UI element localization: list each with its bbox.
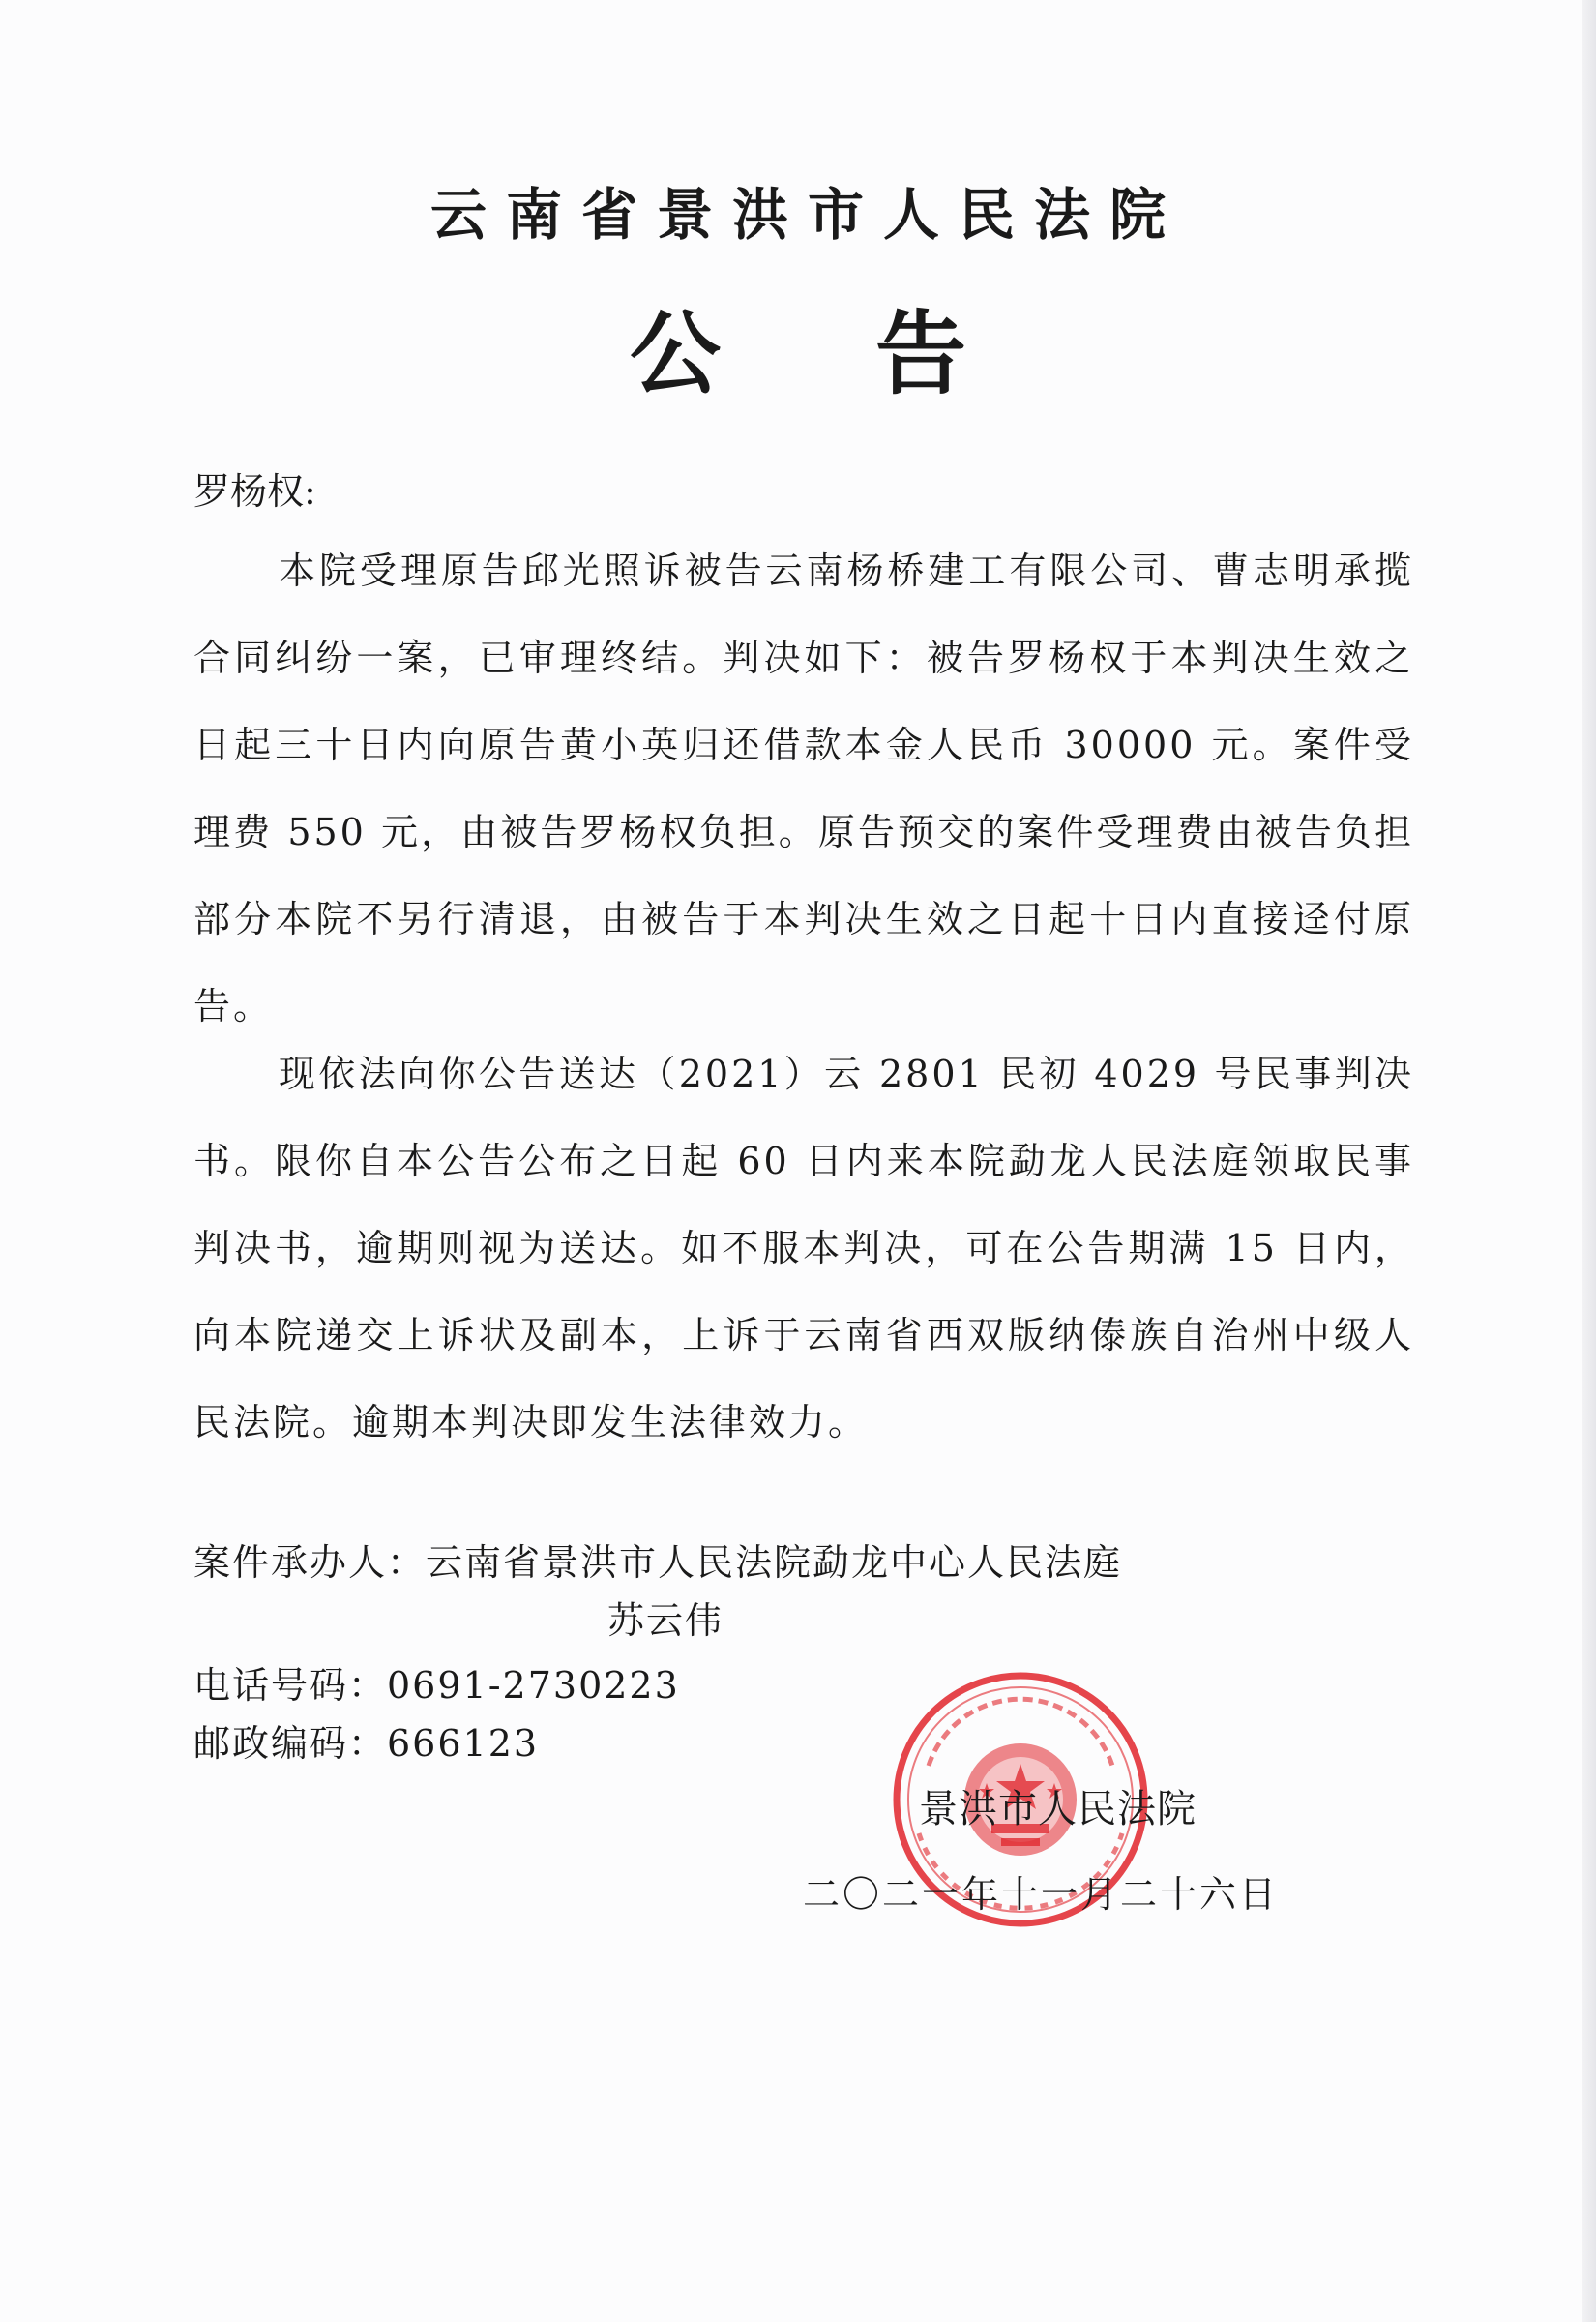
issue-date: 二〇二一年十一月二十六日 bbox=[803, 1873, 1280, 1916]
body-paragraph-2: 现依法向你公告送达（2021）云 2801 民初 4029 号民事判决书。限你自本公告公布之日起 60 日内来本院勐龙人民法庭领取民事判决书，逾期则视为送达。如不服本判决，可在公告期满 15 日内，向本院递交上诉状及副本，上诉于云南省西双版纳傣族自治州中级人民法院。逾期本判决即发生法律效力。 bbox=[193, 1053, 1414, 1444]
case-handler: 案件承办人：云南省景洪市人民法院勐龙中心人民法庭 bbox=[193, 1541, 1123, 1584]
phone-number: 电话号码：0691-2730223 bbox=[193, 1664, 680, 1707]
body-paragraph-1: 本院受理原告邱光照诉被告云南杨桥建工有限公司、曹志明承揽合同纠纷一案，已审理终结。判决如下：被告罗杨权于本判决生效之日起三十日内向原告黄小英归还借款本金人民币 30000 元。案件受理费 550 元，由被告罗杨权负担。原告预交的案件受理费由被告负担部分本院不另行清退，由被告于本判决生效之日起十日内直接迳付原告。 bbox=[193, 550, 1414, 1027]
case-handler-name: 苏云伟 bbox=[607, 1599, 724, 1642]
issuing-court: 景洪市人民法院 bbox=[919, 1787, 1197, 1831]
notice-heading: 公告 bbox=[629, 302, 1121, 407]
court-title: 云南省景洪市人民法院 bbox=[429, 182, 1185, 248]
postal-code: 邮政编码：666123 bbox=[193, 1722, 540, 1765]
addressee: 罗杨权: bbox=[193, 470, 316, 513]
